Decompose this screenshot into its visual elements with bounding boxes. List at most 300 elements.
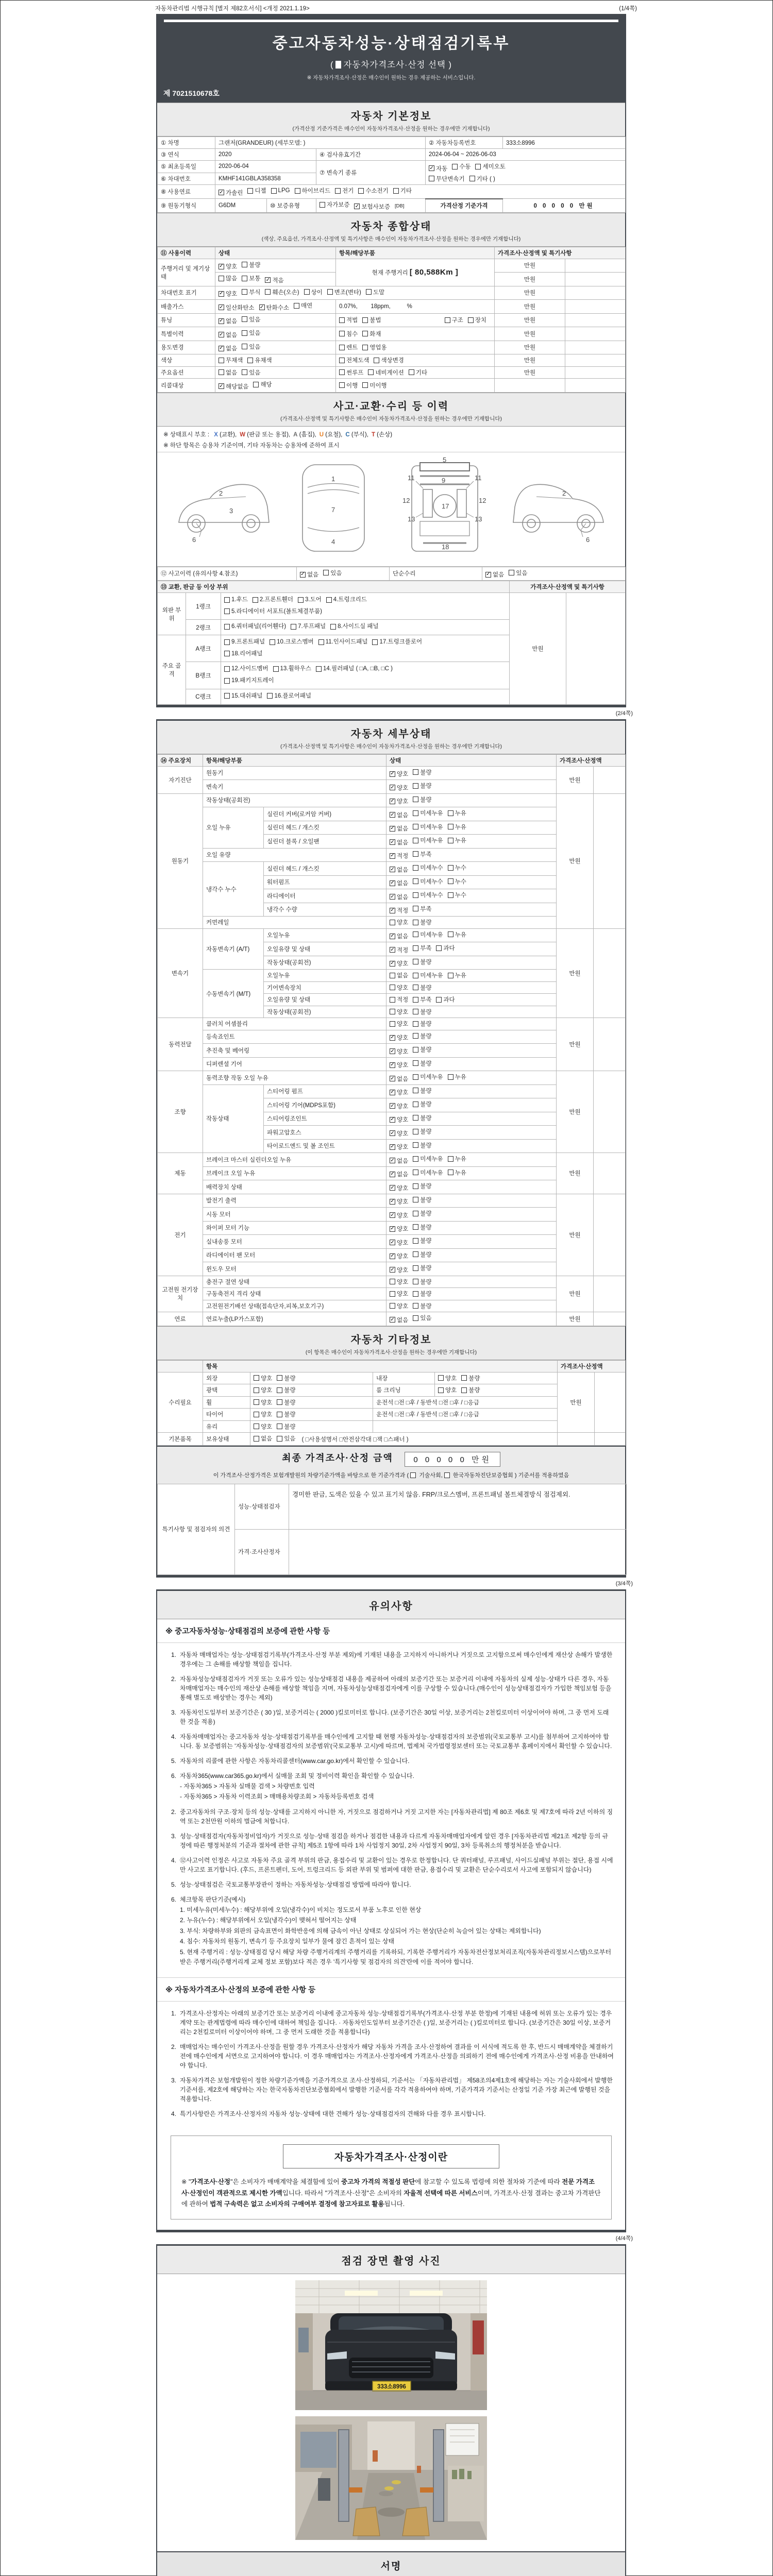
checkbox-label: 있음	[330, 570, 342, 577]
subitem-label: 실린더 헤드 / 개스킷	[264, 821, 386, 835]
diagram-number: 2	[562, 489, 566, 497]
cell	[336, 379, 495, 393]
legend-mark-a: A (흠집),	[293, 431, 316, 438]
checkbox-checked	[390, 959, 408, 968]
cell	[215, 341, 336, 354]
cell	[297, 567, 390, 581]
checkbox-label: 양호	[397, 1103, 409, 1110]
checkbox-label: 불량	[420, 1279, 432, 1285]
section-title: 자동차 기본정보	[350, 111, 432, 122]
cell	[435, 1384, 558, 1397]
checkbox-box	[413, 1251, 418, 1257]
cell	[565, 366, 626, 379]
checkbox	[339, 343, 358, 351]
table-row	[158, 300, 626, 314]
row-label: 주요옵션	[158, 366, 215, 379]
checkbox-label: 이행	[346, 382, 358, 389]
checkbox-checked	[390, 906, 408, 914]
table-row	[158, 199, 626, 213]
cell	[215, 366, 336, 379]
checkbox-label: 네비게이션	[375, 369, 404, 376]
checkbox-box	[254, 1412, 259, 1417]
cell	[565, 300, 626, 314]
rank-label: A랭크	[186, 635, 221, 662]
checkbox-box	[413, 769, 418, 775]
checkbox-label: 양호	[397, 1144, 409, 1150]
checkbox-label: 미세누유	[420, 1074, 443, 1080]
price-definition-box	[171, 2136, 612, 2219]
checkbox-label: 있음	[249, 316, 261, 323]
checkbox-label: 불법	[369, 317, 381, 324]
checkbox-label: 불량	[420, 1021, 432, 1027]
checkbox	[327, 288, 361, 296]
checkbox-label: 불량	[284, 1399, 296, 1406]
diagram-number: 3	[229, 506, 233, 515]
item-label: 브레이크 오일 누유	[203, 1166, 386, 1180]
checkbox-box	[277, 1399, 282, 1405]
table-row	[158, 1057, 626, 1071]
cell	[158, 1360, 203, 1372]
notice-list-2	[157, 2002, 625, 2129]
top-rule-line	[155, 4, 637, 12]
checkbox	[413, 1032, 431, 1040]
checkbox-box	[413, 1156, 418, 1162]
checkbox	[413, 1020, 431, 1028]
checkbox-box	[413, 1047, 418, 1053]
block-photos-sign	[156, 2244, 626, 2576]
emission-values: 0.07%, 18ppm, %	[336, 300, 495, 314]
checkbox-box	[273, 666, 279, 672]
checkbox-box	[390, 908, 395, 913]
item-label: 변속기	[203, 780, 386, 794]
checkbox-label: 양호	[397, 1240, 409, 1246]
transmission-label: ⑦ 변속기 종류	[316, 161, 426, 185]
section-etc-info	[157, 1326, 625, 1360]
checkbox-label: 양호	[261, 1399, 273, 1406]
cell	[215, 259, 336, 273]
checkbox-label: 누유	[455, 1074, 466, 1080]
section-overall-state	[157, 213, 625, 247]
checkbox-box	[390, 1103, 395, 1109]
license-plate-text: 333소8996	[377, 2384, 406, 2390]
checkbox-box	[390, 1048, 395, 1054]
document-number: 제 7021510678호	[163, 89, 220, 97]
checkbox	[413, 768, 431, 776]
checkbox-checked	[219, 290, 237, 298]
checkbox-checked	[390, 1102, 408, 1110]
checkbox-label: 상이	[311, 289, 323, 296]
checkbox	[270, 637, 314, 647]
checkbox-box	[469, 176, 475, 181]
mileage-label: 주행거리 및 계기상태	[158, 259, 215, 286]
checkbox	[295, 187, 331, 195]
device-group: 조향	[158, 1071, 203, 1153]
checkbox-box	[390, 785, 395, 790]
checkbox-checked	[259, 303, 289, 312]
checkbox	[242, 261, 260, 269]
checkbox-label: 7.루프패널	[298, 623, 326, 630]
base-price-label: 가격산정 기준가격	[426, 199, 503, 213]
subitem-label: 실린더 헤드 / 개스킷	[264, 862, 386, 876]
checkbox-box	[219, 332, 224, 337]
checkbox	[413, 1087, 431, 1095]
state-options	[386, 1166, 557, 1180]
state-options	[386, 889, 557, 903]
page-title: 중고자동차성능·상태점검기록부	[272, 35, 510, 52]
checkbox-box	[277, 1436, 282, 1442]
checkbox-box	[413, 1170, 418, 1175]
checkbox-checked	[219, 303, 255, 312]
cell: 2024-06-04 ~ 2026-06-03	[426, 149, 626, 161]
checkbox-label: 일산화탄소	[226, 304, 255, 311]
checkbox-box	[390, 853, 395, 859]
subitem-label: 실린더 커버(로커암 커버)	[264, 807, 386, 821]
checkbox-checked	[390, 1047, 408, 1056]
notice-item: 5. 자동차의 리콜에 관한 사항은 자동차리콜센터(www.car.go.kr)에서 확인할 수 있습니다.	[171, 1757, 410, 1765]
checkbox-box	[390, 1226, 395, 1232]
checkbox-box	[438, 1375, 444, 1381]
notice-item: 1. 자동차 매매업자는 성능·상태점검기록부(가격조사·산정 부분 제외)에 기재된 내용을 고지하지 아니하거나 거짓으로 고지함으로써 매수인에게 재산상 손해가 발생한 경우에는 그 손해를 배상할 책임을 집니다.	[171, 1651, 613, 1668]
checkbox-box	[413, 1265, 418, 1271]
checkbox-box	[413, 973, 418, 978]
table-row	[158, 1030, 626, 1044]
item-label: 자동변속기 (A/T)	[203, 928, 264, 970]
cell: 항목/해당부품	[336, 247, 495, 259]
checkbox-label: 1.후드	[231, 597, 248, 603]
checkbox-label: 8.사이드실 패널	[338, 623, 379, 630]
cell: 가격조사·산정액 및 특기사항	[495, 247, 626, 259]
checkbox-label: 미세누수	[420, 865, 443, 871]
checkbox-label: 없음	[397, 1317, 409, 1324]
checkbox	[323, 569, 342, 577]
appraiser-opinion-text	[289, 1529, 627, 1574]
checkbox	[475, 162, 505, 171]
checkbox-checked	[300, 570, 318, 579]
checkbox-label: 10.크로스멤버	[277, 639, 314, 646]
checkbox	[247, 356, 272, 364]
checkbox	[413, 958, 431, 966]
checkbox	[409, 368, 427, 377]
checkbox-checked	[219, 344, 237, 352]
checkbox-box	[390, 1009, 395, 1014]
table-row	[158, 1180, 626, 1194]
item-label: 수동변속기 (M/T)	[203, 970, 264, 1018]
checkbox-checked	[390, 1088, 408, 1096]
checkbox-box	[413, 1060, 418, 1066]
cell	[595, 1372, 626, 1433]
row-label: 배출가스	[158, 300, 215, 314]
checkbox	[291, 621, 326, 632]
checkbox-label: 적정	[397, 853, 409, 859]
price-definition-title: 자동차가격조사·산정이란	[283, 2144, 499, 2168]
checkbox-box	[468, 317, 474, 323]
cell	[565, 354, 626, 367]
checkbox-checked	[390, 946, 408, 954]
subitem-label: 작동상태(공회전)	[264, 1006, 386, 1018]
checkbox-box	[224, 678, 230, 684]
checkbox-box	[277, 1423, 282, 1429]
checkbox	[413, 1196, 431, 1204]
checkbox-box	[224, 624, 230, 630]
panel-section-head: ⑬ 교환, 판금 등 이상 부위	[158, 581, 510, 593]
checkbox	[413, 1223, 431, 1231]
subitem-label: 스티어링 펌프	[264, 1084, 386, 1098]
notice-subheading-1: ※ 중고자동차성능·상태점검의 보증에 관한 사항 등	[157, 1619, 625, 1643]
diagram-number: 11	[475, 473, 482, 482]
checkbox	[429, 175, 465, 183]
cell	[336, 354, 495, 367]
inspector-opinion-text: 경미한 판금, 도색은 있을 수 있고 표기치 않음. FRP/크로스멤버, 프론트패널 볼트체결방식 점검제외.	[289, 1484, 627, 1529]
checkbox-box	[267, 693, 273, 699]
cell	[565, 286, 626, 300]
checkbox-box	[242, 369, 247, 375]
subitem-label: 라디에이터	[264, 889, 386, 903]
subitem-label: 작동상태(공회전)	[264, 956, 386, 970]
cell	[336, 327, 495, 341]
checkbox-box	[224, 666, 230, 672]
cell: ④ 검사유효기간	[316, 149, 426, 161]
checkbox-label: 기타 ( )	[476, 176, 495, 182]
final-price-band	[157, 1446, 625, 1484]
checkbox-box	[390, 1117, 395, 1123]
state-options	[386, 1057, 557, 1071]
device-group: 제동	[158, 1153, 203, 1194]
checkbox-label: 있음	[516, 570, 528, 577]
cell	[565, 341, 626, 354]
checkbox	[242, 274, 260, 282]
checkbox-label: 없음	[226, 318, 238, 325]
checkbox	[242, 288, 260, 296]
checkbox-box	[390, 1199, 395, 1205]
accident-history-row	[157, 567, 626, 581]
checkbox-label: 양호	[445, 1375, 457, 1382]
section-title: 자동차 종합상태	[350, 221, 432, 232]
simple-repair-label: 단순수리	[390, 567, 482, 581]
table-row	[158, 917, 626, 929]
checkbox-box	[413, 985, 418, 990]
checkbox	[390, 995, 408, 1004]
checkbox	[224, 691, 262, 701]
diagram-number: 13	[475, 515, 482, 523]
checkbox	[413, 1290, 431, 1298]
current-mileage: 현재 주행거리 [ 80,588Km ]	[336, 259, 495, 286]
checkbox-label: 기타	[400, 188, 412, 194]
checkbox-box	[219, 318, 224, 324]
checkbox-label: 6.쿼터패널(리어휀다)	[231, 623, 287, 630]
table-row	[158, 366, 626, 379]
table-row	[158, 1360, 626, 1372]
checkbox-box	[247, 188, 253, 194]
cell	[594, 1153, 626, 1194]
checkbox-box	[335, 188, 341, 194]
checkbox-box	[448, 1170, 453, 1175]
checkbox-box	[277, 1375, 282, 1381]
checkbox	[413, 1182, 431, 1190]
checkbox-box	[298, 597, 304, 603]
checkbox-checked	[219, 317, 237, 325]
checkbox-box	[409, 369, 414, 375]
checkbox-box	[277, 1387, 282, 1393]
checkbox	[413, 891, 443, 899]
checkbox-label: 양호	[397, 1130, 409, 1137]
checkbox-box	[436, 997, 442, 1003]
checkbox-label: 누유	[455, 1156, 466, 1162]
checkbox-box	[254, 1387, 259, 1393]
state-options	[386, 1248, 557, 1262]
checkbox-label: 미이행	[369, 382, 387, 389]
checkbox-label: 불량	[420, 1291, 432, 1297]
checkbox-label: 불량	[420, 1047, 432, 1053]
checkbox-label: 누유	[455, 973, 466, 979]
state-options	[386, 1139, 557, 1153]
checkbox-label: 불량	[420, 1009, 432, 1015]
checkbox-label: 없음	[226, 369, 238, 376]
checkbox-box	[390, 867, 395, 872]
checkbox-label: 불량	[249, 262, 261, 268]
rank-items	[221, 662, 510, 689]
checkbox	[461, 1386, 480, 1394]
checkbox	[413, 795, 431, 804]
cell: 만원	[510, 593, 566, 705]
checkbox	[273, 664, 311, 674]
table-row	[158, 1084, 626, 1098]
checkbox-checked	[390, 838, 408, 846]
cell: 그랜저(GRANDEUR) (세부모델: )	[215, 137, 426, 149]
table-row	[158, 766, 626, 780]
notice-item: 1. 가격조사·산정자는 아래의 보증기간 또는 보증거리 이내에 중고자동차 성능·상태점검기록부(가격조사·산정 부분 한정)에 기재된 내용에 허위 또는 오류가 있는 경우 계약 또는 관계법령에 따라 매수인에 대하여 책임을 집니다. · 자동차인도일부터 보증기간은 ( )일, 보증거리는 ( )킬로미터로 합니다. (보증기간은 30일 이상, 보증거리는 2천킬로미터 이상이어야 하며, 그 중 먼저 도래한 것을 적용합니다)	[171, 2010, 612, 2036]
checkbox-box	[413, 1303, 418, 1309]
state-options	[386, 1288, 557, 1300]
checkbox	[413, 1250, 431, 1259]
state-options	[386, 1208, 557, 1222]
checkbox-label: 미세누유	[420, 1156, 443, 1162]
checkbox-label: 양호	[397, 1048, 409, 1055]
item-label: 라디에이터 팬 모터	[203, 1248, 386, 1262]
checkbox-checked	[390, 932, 408, 940]
checkbox	[436, 944, 455, 952]
cell: ③ 연식	[158, 149, 215, 161]
page-marker-3: (3/4쪽)	[615, 1580, 633, 1587]
checkbox-checked	[390, 1143, 408, 1151]
seat-detail: 운전석 □전 □후 / 동반석 □전 □후 / □응급	[373, 1396, 558, 1409]
checkbox-box	[323, 570, 329, 575]
checkbox-box	[413, 1279, 418, 1284]
checkbox-box	[461, 1387, 467, 1393]
checkbox-label: 누유	[455, 838, 466, 844]
checkbox	[219, 368, 237, 377]
cell: 만원	[557, 1194, 594, 1276]
checkbox-label: 불량	[420, 920, 432, 926]
checkbox	[271, 188, 290, 194]
checkbox-box	[390, 920, 395, 925]
notice-item: 3. 자동차인도일부터 보증기간은 ( 30 )일, 보증거리는 ( 2000 )킬로미터로 합니다. (보증기간은 30일 이상, 보증거리는 2천킬로미터 이상이어야 하며, 그 중 먼저 도래한 것을 적용)	[171, 1708, 609, 1725]
item-label: 시동 모터	[203, 1208, 386, 1222]
checkbox-label: 불량	[284, 1412, 296, 1418]
checkbox-label: 도말	[373, 289, 385, 296]
checkbox-box	[390, 985, 395, 990]
checkbox-label: 있음	[249, 369, 261, 376]
state-options	[386, 1030, 557, 1044]
checkbox-box	[413, 1183, 418, 1189]
checkbox-box	[224, 608, 230, 614]
checkbox	[298, 595, 322, 605]
checkbox-box	[254, 1436, 259, 1442]
checkbox-label: 양호	[261, 1412, 273, 1418]
document-header	[157, 15, 625, 103]
checkbox-checked	[390, 1252, 408, 1260]
checkbox-box	[413, 1315, 418, 1321]
checkbox-box	[362, 317, 368, 323]
checkbox-box	[452, 164, 458, 170]
checkbox	[253, 595, 293, 605]
basic-items-options: 없음 있음 ( □사용설명서 □안전삼각대 □잭 □스패너 )	[250, 1433, 558, 1446]
checkbox-label: 없음	[397, 1158, 409, 1164]
checkbox-checked	[390, 770, 408, 778]
cell: 만원	[557, 1071, 594, 1153]
checkbox	[390, 1302, 408, 1310]
cell	[566, 593, 626, 705]
rank-group: 외판 부위	[158, 593, 186, 635]
checkbox-box	[374, 358, 379, 363]
checkbox-label: 적음	[272, 277, 284, 284]
checkbox-label: 없음	[261, 1436, 273, 1442]
checkbox-box	[294, 303, 299, 309]
checkbox-label: 누유	[455, 1170, 466, 1176]
checkbox	[224, 649, 262, 659]
item-label: 등속죠인트	[203, 1030, 386, 1044]
checkbox-checked	[390, 866, 408, 874]
checkbox-label: 적정	[397, 908, 409, 914]
checkbox	[448, 863, 466, 872]
checkbox	[448, 891, 466, 899]
checkbox	[368, 368, 404, 377]
final-price-note: 이 가격조사·산정가격은 보험개발원의 차량기준가액을 바탕으로 한 기준가격과 ( 기술사회, 한국자동차진단보증협회 ) 기준서를 적용하였음	[213, 1472, 569, 1479]
checkbox	[330, 621, 378, 632]
checkbox-box	[413, 931, 418, 937]
checkbox	[318, 637, 368, 647]
checkbox-label: 많음	[226, 276, 238, 282]
checkbox-box	[390, 1291, 395, 1297]
checkbox	[438, 1374, 457, 1382]
checkbox-label: 없음	[397, 1076, 409, 1082]
cell: 만원	[495, 341, 565, 354]
cell	[594, 1312, 626, 1326]
diagram-number: 12	[402, 496, 410, 504]
section-subtitle: (이 항목은 매수인이 자동차가격조사·산정을 원하는 경우에만 기재합니다)	[305, 1349, 477, 1355]
checkbox	[224, 595, 248, 605]
checkbox-label: 양호	[397, 1303, 409, 1310]
table-row	[158, 1248, 626, 1262]
panel-rank-table	[157, 581, 626, 705]
checkbox-box	[219, 291, 224, 297]
checkbox-label: 양호	[397, 1226, 409, 1232]
signature-band	[157, 2551, 625, 2576]
checkbox-box	[436, 945, 442, 951]
checkbox-checked	[390, 1225, 408, 1233]
checkbox-box	[270, 639, 275, 645]
checkbox-checked	[485, 570, 504, 579]
checkbox-label: 적정	[397, 997, 409, 1003]
cell: 만원	[557, 1153, 594, 1194]
state-options	[386, 1194, 557, 1208]
checkbox	[413, 1302, 431, 1310]
signature-title: 서명	[380, 2561, 402, 2572]
cell: 만원	[495, 286, 565, 300]
table-row	[158, 1288, 626, 1300]
cell: ⑥ 차대번호	[158, 173, 215, 185]
state-options	[386, 1312, 557, 1326]
legend-mark-u: U (요철),	[319, 431, 343, 438]
